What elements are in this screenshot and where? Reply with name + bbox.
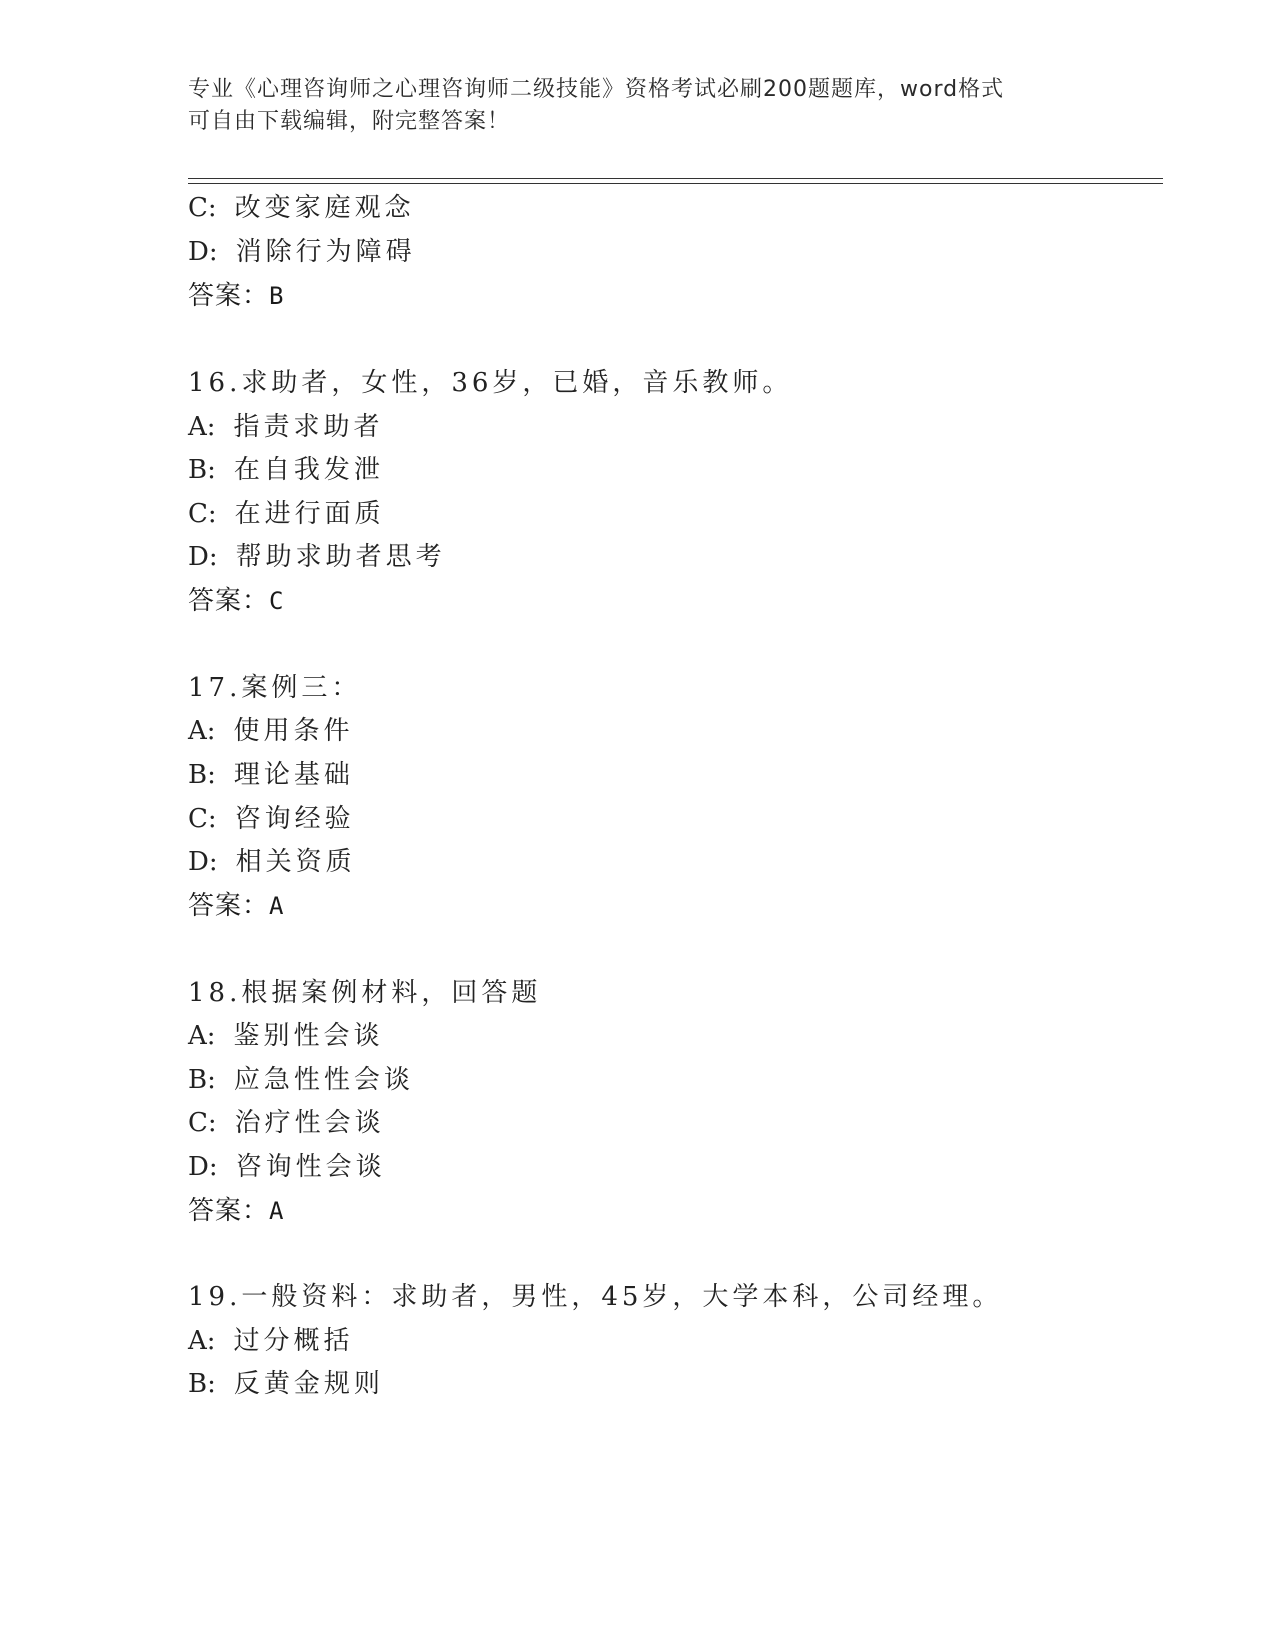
option-d: D: 消除行为障碍 — [188, 237, 416, 267]
option-d: D: 相关资质 — [188, 847, 356, 877]
option-c: C: 改变家庭观念 — [188, 193, 415, 223]
header-line-2: 可自由下载编辑，附完整答案！ — [188, 109, 511, 134]
option-a: A: 过分概括 — [188, 1326, 354, 1356]
option-c: C: 咨询经验 — [188, 804, 355, 834]
document-header — [188, 74, 1088, 138]
option-c: C: 治疗性会谈 — [188, 1108, 385, 1138]
option-d: D: 帮助求助者思考 — [188, 542, 446, 572]
header-divider-bottom — [188, 183, 1163, 184]
header-divider-top — [188, 178, 1163, 179]
question-17: 17.案例三： — [188, 673, 362, 703]
option-a: A: 使用条件 — [188, 716, 354, 746]
option-d: D: 咨询性会谈 — [188, 1152, 386, 1182]
answer-line: 答案：A — [188, 1196, 284, 1226]
option-b: B: 反黄金规则 — [188, 1369, 384, 1399]
option-b: B: 应急性性会谈 — [188, 1065, 414, 1095]
answer-line: 答案：B — [188, 281, 284, 311]
option-b: B: 理论基础 — [188, 760, 354, 790]
answer-line: 答案：C — [188, 586, 284, 616]
option-b: B: 在自我发泄 — [188, 455, 384, 485]
header-line-1: 专业《心理咨询师之心理咨询师二级技能》资格考试必刷200题题库，word格式 — [188, 77, 1005, 102]
answer-line: 答案：A — [188, 891, 284, 921]
question-16: 16.求助者，女性，36岁，已婚，音乐教师。 — [188, 368, 793, 398]
option-a: A: 指责求助者 — [188, 412, 384, 442]
option-a: A: 鉴别性会谈 — [188, 1021, 384, 1051]
question-18: 18.根据案例材料，回答题 — [188, 978, 542, 1008]
option-c: C: 在进行面质 — [188, 499, 385, 529]
question-19: 19.一般资料：求助者，男性，45岁，大学本科，公司经理。 — [188, 1282, 1003, 1312]
